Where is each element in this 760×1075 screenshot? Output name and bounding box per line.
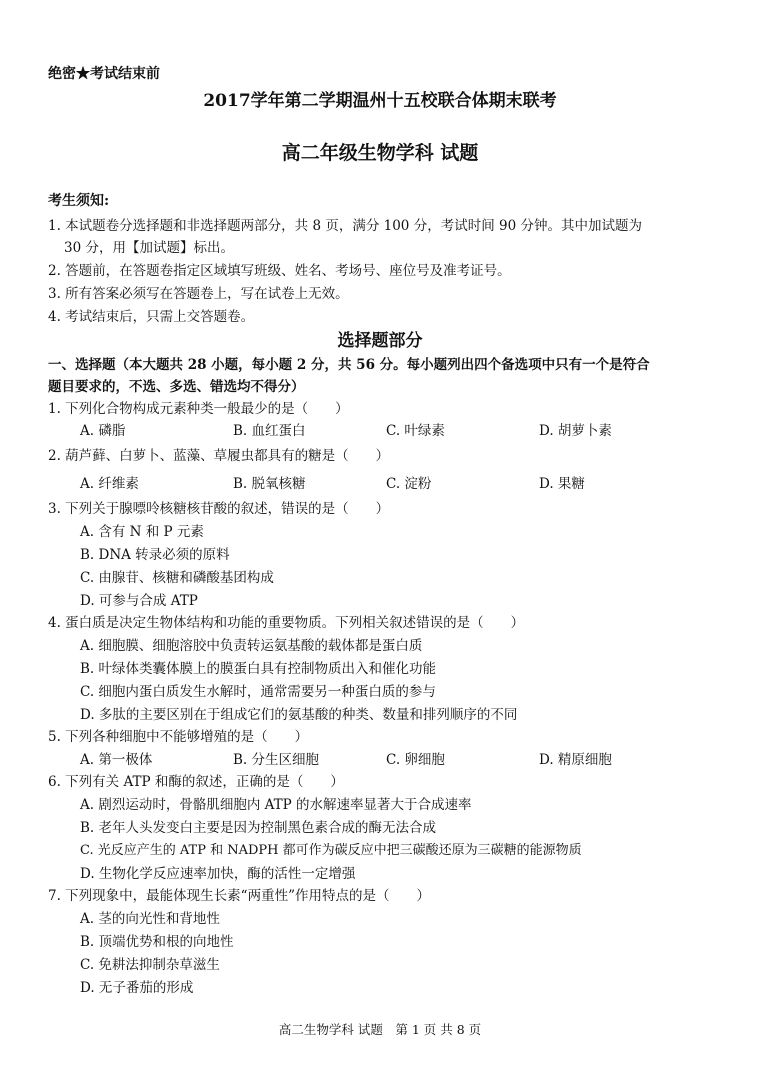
question-option: C. 卵细胞 bbox=[386, 752, 445, 768]
section-title: 选择题部分 bbox=[337, 331, 423, 351]
question-option: D. 精原细胞 bbox=[539, 752, 612, 768]
question-option: A. 纤维素 bbox=[80, 476, 139, 492]
notice-item: 2. 答题前，在答题卷指定区域填写班级、姓名、考场号、座位号及准考证号。 bbox=[48, 263, 511, 279]
question-option: C. 光反应产生的 ATP 和 NADPH 都可作为碳反应中把三碳酸还原为三碳糖的能源物质 bbox=[80, 843, 582, 858]
notice-heading: 考生须知: bbox=[48, 193, 110, 209]
question-option: C. 叶绿素 bbox=[386, 423, 445, 439]
question-stem: 2. 葫芦藓、白萝卜、蓝藻、草履虫都具有的糖是（ ） bbox=[48, 448, 390, 464]
section-description: 一、选择题（本大题共 28 小题，每小题 2 分，共 56 分。每小题列出四个备选项中只有一个是符合 bbox=[48, 357, 650, 373]
question-option: B. 老年人头发变白主要是因为控制黑色素合成的酶无法合成 bbox=[80, 820, 437, 836]
question-option: D. 生物化学反应速率加快，酶的活性一定增强 bbox=[80, 866, 356, 882]
question-option: B. 分生区细胞 bbox=[233, 752, 320, 768]
question-option: A. 细胞膜、细胞溶胶中负责转运氨基酸的载体都是蛋白质 bbox=[80, 638, 423, 654]
question-option: C. 由腺苷、核糖和磷酸基团构成 bbox=[80, 570, 274, 586]
question-stem: 7. 下列现象中，最能体现生长素“两重性”作用特点的是（ ） bbox=[48, 888, 430, 904]
notice-item: 1. 本试题卷分选择题和非选择题两部分，共 8 页，满分 100 分，考试时间 90 分钟。其中加试题为 bbox=[48, 218, 642, 234]
question-option: A. 含有 N 和 P 元素 bbox=[80, 524, 204, 540]
question-stem: 4. 蛋白质是决定生物体结构和功能的重要物质。下列相关叙述错误的是（ ） bbox=[48, 615, 525, 631]
question-stem: 3. 下列关于腺嘌呤核糖核苷酸的叙述，错误的是（ ） bbox=[48, 501, 390, 517]
notice-item: 4. 考试结束后，只需上交答题卷。 bbox=[48, 309, 255, 325]
question-option: B. 脱氧核糖 bbox=[233, 476, 306, 492]
question-option: D. 果糖 bbox=[539, 476, 585, 492]
question-option: D. 多肽的主要区别在于组成它们的氨基酸的种类、数量和排列顺序的不同 bbox=[80, 707, 518, 723]
question-option: C. 淀粉 bbox=[386, 476, 432, 492]
notice-item: 3. 所有答案必须写在答题卷上，写在试卷上无效。 bbox=[48, 286, 349, 302]
question-stem: 5. 下列各种细胞中不能够增殖的是（ ） bbox=[48, 729, 309, 745]
question-option: A. 磷脂 bbox=[80, 423, 126, 439]
question-option: B. 叶绿体类囊体膜上的膜蛋白具有控制物质出入和催化功能 bbox=[80, 661, 437, 677]
exam-subtitle: 高二年级生物学科 试题 bbox=[281, 142, 479, 164]
question-stem: 1. 下列化合物构成元素种类一般最少的是（ ） bbox=[48, 401, 349, 417]
question-option: A. 茎的向光性和背地性 bbox=[80, 911, 220, 927]
question-option: D. 可参与合成 ATP bbox=[80, 593, 198, 609]
question-option: A. 剧烈运动时，骨骼肌细胞内 ATP 的水解速率显著大于合成速率 bbox=[80, 797, 472, 813]
notice-item: 30 分，用【加试题】标出。 bbox=[64, 240, 234, 256]
question-option: D. 胡萝卜素 bbox=[539, 423, 612, 439]
section-description: 题目要求的，不选、多选、错选均不得分） bbox=[48, 379, 305, 395]
page-footer: 高二生物学科 试题 第 1 页 共 8 页 bbox=[278, 1022, 482, 1037]
question-option: B. 顶端优势和根的向地性 bbox=[80, 934, 234, 950]
exam-title: 2017学年第二学期温州十五校联合体期末联考 bbox=[203, 91, 557, 111]
question-option: C. 免耕法抑制杂草滋生 bbox=[80, 957, 220, 973]
question-option: A. 第一极体 bbox=[80, 752, 153, 768]
question-stem: 6. 下列有关 ATP 和酶的叙述，正确的是（ ） bbox=[48, 774, 344, 790]
question-option: B. 血红蛋白 bbox=[233, 423, 306, 439]
secret-mark: 绝密★考试结束前 bbox=[48, 66, 160, 82]
question-option: C. 细胞内蛋白质发生水解时，通常需要另一种蛋白质的参与 bbox=[80, 684, 436, 700]
question-option: B. DNA 转录必须的原料 bbox=[80, 547, 230, 563]
question-option: D. 无子番茄的形成 bbox=[80, 980, 194, 996]
